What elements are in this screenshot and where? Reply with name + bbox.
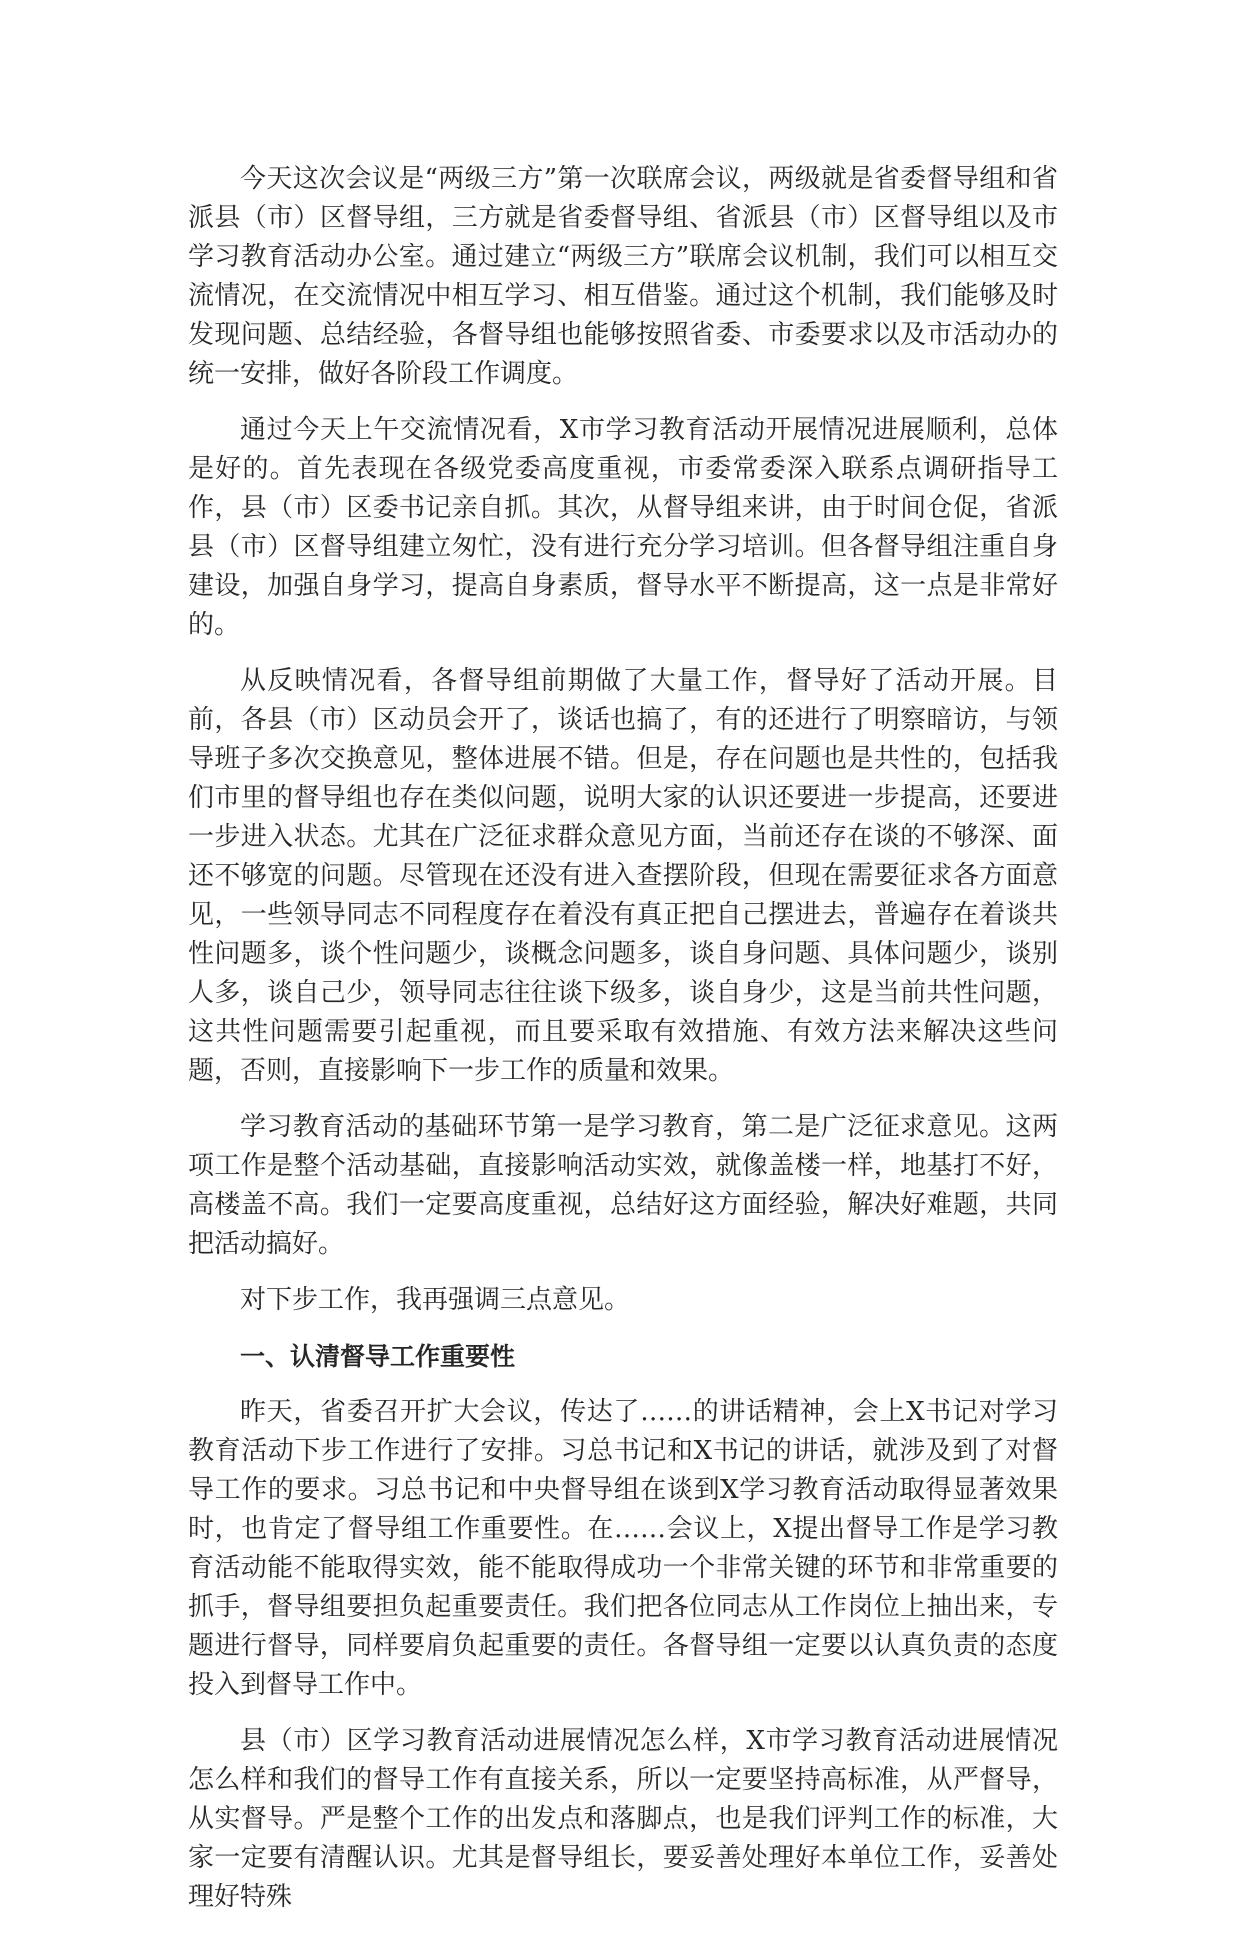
paragraph: 学习教育活动的基础环节第一是学习教育，第二是广泛征求意见。这两项工作是整个活动基础，直接影响活动实效，就像盖楼一样，地基打不好，高楼盖不高。我们一定要高度重视，总结好这方面经验，解决好难题，共同把活动搞好。 [188,1112,1058,1259]
paragraph: 县（市）区学习教育活动进展情况怎么样，X市学习教育活动进展情况怎么样和我们的督导工作有直接关系，所以一定要坚持高标准，从严督导，从实督导。严是整个工作的出发点和落脚点，也是我们评判工作的标准，大家一定要有清醒认识。尤其是督导组长，要妥善处理好本单位工作，妥善处理好特殊 [188,1726,1058,1912]
paragraph: 昨天，省委召开扩大会议，传达了……的讲话精神，会上X书记对学习教育活动下步工作进行了安排。习总书记和X书记的讲话，就涉及到了对督导工作的要求。习总书记和中央督导组在谈到X学习教育活动取得显著效果时，也肯定了督导组工作重要性。在……会议上，X提出督导工作是学习教育活动能不能取得实效，能不能取得成功一个非常关键的环节和非常重要的抓手，督导组要担负起重要责任。我们把各位同志从工作岗位上抽出来，专题进行督导，同样要肩负起重要的责任。各督导组一定要以认真负责的态度投入到督导工作中。 [188,1397,1058,1700]
paragraph: 通过今天上午交流情况看，X市学习教育活动开展情况进展顺利，总体是好的。首先表现在各级党委高度重视，市委常委深入联系点调研指导工作，县（市）区委书记亲自抓。其次，从督导组来讲，由于时间仓促，省派县（市）区督导组建立匆忙，没有进行充分学习培训。但各督导组注重自身建设，加强自身学习，提高自身素质，督导水平不断提高，这一点是非常好的。 [188,415,1058,640]
paragraph: 对下步工作，我再强调三点意见。 [240,1285,631,1315]
document-body [188,160,1058,1934]
paragraph: 今天这次会议是“两级三方”第一次联席会议，两级就是省委督导组和省派县（市）区督导组，三方就是省委督导组、省派县（市）区督导组以及市学习教育活动办公室。通过建立“两级三方”联席会议机制，我们可以相互交流情况，在交流情况中相互学习、相互借鉴。通过这个机制，我们能够及时发现问题、总结经验，各督导组也能够按照省委、市委要求以及市活动办的统一安排，做好各阶段工作调度。 [188,164,1058,389]
paragraph: 从反映情况看，各督导组前期做了大量工作，督导好了活动开展。目前，各县（市）区动员会开了，谈话也搞了，有的还进行了明察暗访，与领导班子多次交换意见，整体进展不错。但是，存在问题也是共性的，包括我们市里的督导组也存在类似问题，说明大家的认识还要进一步提高，还要进一步进入状态。尤其在广泛征求群众意见方面，当前还存在谈的不够深、面还不够宽的问题。尽管现在还没有进入查摆阶段，但现在需要征求各方面意见，一些领导同志不同程度存在着没有真正把自己摆进去，普遍存在着谈共性问题多，谈个性问题少，谈概念问题多，谈自身问题、具体问题少，谈别人多，谈自己少，领导同志往往谈下级多，谈自身少，这是当前共性问题，这共性问题需要引起重视，而且要采取有效措施、有效方法来解决这些问题，否则，直接影响下一步工作的质量和效果。 [188,666,1058,1086]
section-heading: 一、认清督导工作重要性 [240,1342,516,1371]
